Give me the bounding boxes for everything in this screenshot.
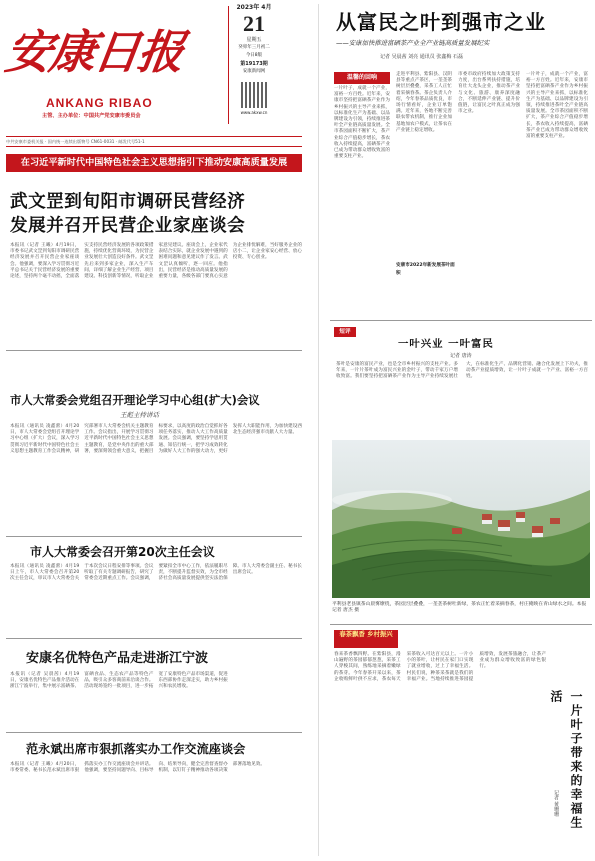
article4-body: 本报讯（记者 吴晨茜）4月19日，安康名优特色产品推介活动在浙江宁波举行，集中展示富硒茶、富硒食品、生态农产品等特色产品，吸引众多客商前来洽谈合作。活动现场签约一批项目，进一步拓宽了安康特色产品市场渠道，促进东西部协作走深走实，助力乡村振兴和农民增收。	[10, 672, 228, 690]
date-year: 2023年	[236, 4, 260, 11]
side-feature-byline: 记者 黄珊珊	[553, 790, 559, 817]
article2-title: 市人大常委会党组召开理论学习中心组(扩大)会议	[10, 393, 260, 407]
lead-body: 本报讯（记者 王曦）4月19日，市委书记武文罡到旬阳市调研民营经济发展并召开民营企业家座谈会。他强调，要深入学习贯彻习近平总书记关于民营经济发展的重要论述，坚持两个毫不动摇，全面落实支持民营经济发展的各项政策措施，持续优化营商环境，为民营企业发展壮大创造良好条件。武文罡先后来到多家企业，深入生产车间，详细了解企业生产经营、项目建设、科技创新等情况，听取企业家意见建议。座谈会上，企业家代表结合实际，就企业发展中遇到的困难问题和意见建议作了发言。武文罡认真倾听，逐一回应。他指出，民营经济是推动高质量发展的重要力量，各级各部门要真心实意为企业排忧解难，当好服务企业的店小二，让企业家安心经营、放心投资、专心创业。	[10, 243, 302, 280]
top-byline: 记者 吴晨茜 刘亮 通讯员 张鑫梅 石磊	[380, 54, 463, 60]
photo-caption: 平利县老县镇茶山晨雾缭绕，茶园层层叠叠，一垄垄茶树吐新绿，茶农正忙着采摘春茶，村庄掩映在青山绿水之间。本报记者 唐杰 摄	[332, 602, 587, 614]
lead-title-1: 武文罡到旬阳市调研民营经济	[10, 191, 246, 212]
article5-title: 范永斌出席市狠抓落实办工作交流座谈会	[26, 742, 246, 756]
masthead-pinyin: ANKANG RIBAO	[46, 96, 153, 110]
top-body-col-2	[396, 72, 452, 308]
short-comment-title: 一叶兴业 一叶富民	[398, 338, 494, 350]
article2-byline: 王彪主持讲话	[120, 411, 159, 419]
date-weekday: 星期五	[246, 37, 262, 43]
side-feature-body: 春来茶香飘四野。在紫阳县，漫山遍野的茶园郁郁葱葱，采茶工人穿梭其间，熟练地采摘着嫩绿的茶芽。今年春茶开采以来，茶企收购鲜叶供不应求，茶农每天采茶收入可达百元以上。一片小小的茶叶，让村民在家门口实现了就业增收，过上了幸福生活。村民们说，种茶采茶就是我们的幸福产业。当地持续推进茶园提质增效，发展茶旅融合，让茶产业成为群众增收致富的绿色银行。	[334, 652, 546, 682]
date-edition: 安康新闻网	[242, 69, 266, 74]
short-comment-label: 短评	[334, 327, 356, 337]
top-body-para-1: 一片叶子，成就一个产业，富裕一方百姓。近年来，安康市坚持把富硒茶产业作为乡村振兴的主导产业来抓，以标准化生产为基础、以品牌建设为引领，持续推进茶叶全产业链高质量发展。全市茶园面积不断扩大，茶产业综合产值稳步增长，茶农收入持续提高，富硒茶产业已成为带动群众增收致富的重要支柱产业。	[334, 86, 390, 160]
top-body-para-2: 走进平利县、紫阳县、汉阴县等重点产茶区，一垄垄茶树层层叠叠，采茶工人正忙着采摘春茶。茶企负责人介绍，今年春茶品质优良，市场行情看好，企业订单饱满。近年来，各地不断完善联农带农机制，推行企业加基地加农户模式，让茶农在产业链上稳定增收。	[396, 72, 452, 133]
masthead-strip: 中共安康市委机关报 · 国内统一连续出版物号 CN61-0031 · 邮发代号51-1	[6, 139, 145, 144]
banner-text: 在习近平新时代中国特色社会主义思想指引下推动安康高质量发展	[20, 157, 288, 168]
date-block	[232, 4, 276, 122]
top-subtitle: ——安康加快推进富硒茶产业全产业链高质量发展纪实	[336, 39, 490, 47]
top-body-col-3	[458, 72, 520, 308]
masthead-calligraphy: 安康日报	[2, 25, 186, 79]
lead-title-2: 发展并召开民营企业家座谈会	[10, 215, 246, 236]
date-site: www.akxw.cn	[240, 110, 268, 115]
short-comment-body: 茶叶是安康的富民产业，也是全市乡村振兴的支柱产业。多年来，一片片茶叶成为富民兴业的金叶子，带动千家万户增收致富。我们要坚持把富硒茶产业作为主导产业持续发展壮大，在标准化生产、品牌化营销、融合化发展上下功夫，推动茶产业提质增效，让一片叶子成就一个产业、富裕一方百姓。	[336, 362, 588, 380]
date-month: 4月	[261, 4, 272, 11]
article4-title: 安康名优特色产品走进浙江宁波	[26, 651, 209, 666]
side-feature-tag: 春茶飘香 乡村振兴	[334, 630, 398, 648]
side-feature-title: 一片叶子带来的幸福生活	[549, 690, 583, 830]
tea-garden-photo	[332, 440, 590, 598]
article3-title: 市人大常委会召开第20次主任会议	[30, 545, 215, 559]
top-caption: 安康市2022年新发展茶叶面积	[396, 263, 455, 276]
qr-code	[241, 82, 267, 108]
top-body-para-4: 一片叶子，成就一个产业，富裕一方百姓。近年来，安康市坚持把富硒茶产业作为乡村振兴的主导产业来抓，以标准化生产为基础、以品牌建设为引领，持续推进茶叶全产业链高质量发展。全市茶园面积不断扩大，茶产业综合产值稳步增长，茶农收入持续提高，富硒茶产业已成为带动群众增收致富的重要支柱产业。	[526, 72, 588, 140]
top-body-col-1	[334, 86, 390, 308]
top-body-para-3: 市委市政府持续加大政策支持力度，出台系列扶持措施，培育壮大龙头企业，推动茶产业与文化、旅游、康养深度融合，不断延伸产业链、提升价值链，让富民之叶真正成为强市之业。	[458, 72, 520, 115]
masthead-slogan: 主管、主办单位：中国共产党安康市委员会	[42, 113, 141, 119]
short-comment-byline: 记者 唐涛	[450, 353, 472, 359]
article3-body: 本报讯（通讯员 凌鑫蕾）4月19日上午，市人大常委会召开第20次主任会议，审议市人大常委会关于本次会议日程安排等事项。会议听取了有关专题调研报告，研究了常委会近期重点工作。会议强调，要紧扣全市中心工作，依法履职尽责，不断提升监督实效，为全市经济社会高质量发展提供坚实法治保障。市人大常委会副主任、秘书长出席会议。	[10, 564, 302, 582]
top-column-label: 温馨的回响	[334, 72, 390, 84]
date-cn: 今日8版	[245, 53, 263, 58]
tea-garden-photo-svg	[332, 440, 590, 598]
date-day: 21	[243, 11, 265, 36]
masthead	[2, 4, 302, 150]
article2-body: 本报讯（通讯员 凌鑫蕾）4月20日，市人大常委会党组召开理论学习中心组（扩大）会议，深入学习贯彻习近平新时代中国特色社会主义思想主题教育工作会议精神，研究部署市人大常委会机关主题教育工作。会议指出，开展学习贯彻习近平新时代中国特色社会主义思想主题教育，是党中央作出的重大部署，要深刻领会重大意义，把握目标要求，以高度的政治自觉抓好各项任务落实，推动人大工作高质量发展。会议强调，要坚持学思用贯通、知信行统一，把学习成效转化为做好人大工作的强大动力，更好发挥人大职能作用，为加快建设西北生态经济强市贡献人大力量。	[10, 424, 302, 454]
top-body-col-4	[526, 72, 588, 308]
date-lunar: 癸卯年三月初二	[238, 45, 270, 50]
top-title: 从富民之叶到强市之业	[336, 10, 546, 34]
article5-body: 本报讯（记者 王曦）4月20日，市委常委、秘书长范永斌出席市狠抓落实办工作交流座谈会并讲话。他强调，要坚持问题导向、目标导向、结果导向，健全完善督查督办机制，以钉钉子精神推动各项决策部署落地见效。	[10, 762, 265, 774]
banner	[6, 154, 302, 172]
date-issue: 第19173期	[240, 61, 268, 67]
